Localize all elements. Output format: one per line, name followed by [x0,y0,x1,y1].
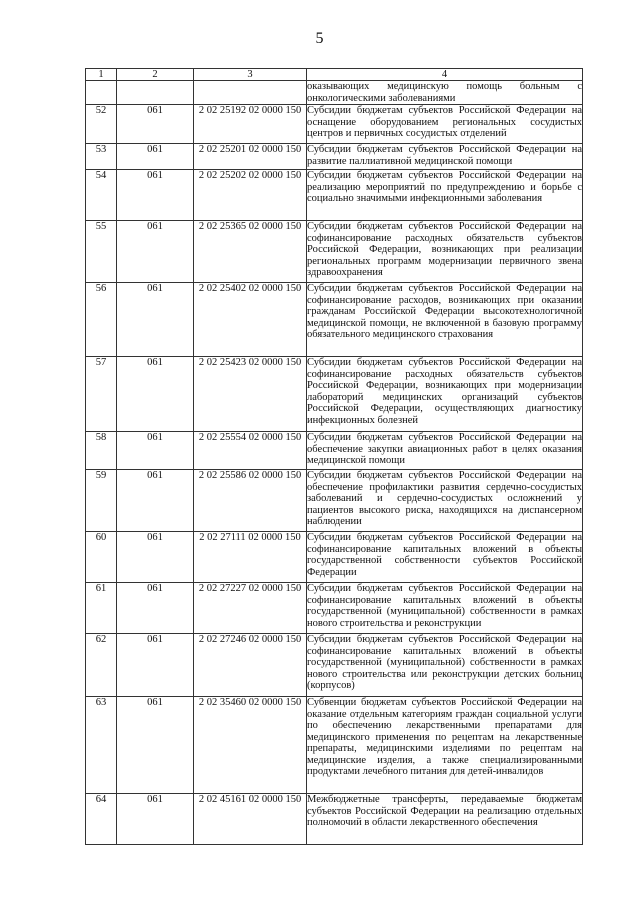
row-number-cell: 52 [86,105,117,144]
table-row [86,532,583,583]
kbk-code-cell: 2 02 25554 02 0000 150 [194,432,307,470]
table-row [86,634,583,697]
admin-code-cell: 061 [117,170,194,221]
description-cell: Субсидии бюджетам субъектов Российской Федерации на софинансирование капитальных вложений в объекты государственной (муниципальной) собственности в рамках нового строительства и реконструкции [307,583,583,634]
row-number-cell: 55 [86,221,117,283]
description-cell: Субсидии бюджетам субъектов Российской Федерации на оснащение оборудованием региональных сосудистых центров и первичных сосудистых отделений [307,105,583,144]
column-header: 4 [307,69,583,81]
table-row [86,105,583,144]
column-header: 2 [117,69,194,81]
row-number-cell: 57 [86,357,117,432]
kbk-code-cell: 2 02 27246 02 0000 150 [194,634,307,697]
description-cell: Субсидии бюджетам субъектов Российской Федерации на реализацию мероприятий по предупреждению и борьбе с социально значимыми инфекционными заболевания [307,170,583,221]
row-number-cell: 56 [86,283,117,357]
table-row [86,357,583,432]
description-cell: Межбюджетные трансферты, передаваемые бюджетам субъектов Российской Федерации на реализацию отдельных полномочий в области лекарственного обеспечения [307,794,583,845]
row-number-cell: 62 [86,634,117,697]
table-row [86,170,583,221]
kbk-code-cell [194,81,307,105]
row-number-cell: 54 [86,170,117,221]
kbk-code-cell: 2 02 25586 02 0000 150 [194,470,307,532]
admin-code-cell: 061 [117,794,194,845]
kbk-code-cell: 2 02 27227 02 0000 150 [194,583,307,634]
table-row-continuation [86,81,583,105]
description-cell: оказывающих медицинскую помощь больным с онкологическими заболеваниями [307,81,582,104]
kbk-code-cell: 2 02 25201 02 0000 150 [194,144,307,170]
admin-code-cell: 061 [117,221,194,283]
admin-code-cell: 061 [117,583,194,634]
kbk-code-cell: 2 02 25402 02 0000 150 [194,283,307,357]
table-row [86,583,583,634]
description-cell: Субсидии бюджетам субъектов Российской Федерации на софинансирование расходных обязательств субъектов Российской Федерации, возникающих при модернизации лабораторий медицинских организаций субъектов Российской Федерации, осуществляющих диагностику инфекционных болезней [307,357,583,432]
description-cell: Субсидии бюджетам субъектов Российской Федерации на софинансирование капитальных вложений в объекты государственной собственности субъектов Российской Федерации [307,532,583,583]
page-number: 5 [315,30,324,47]
description-cell: Субсидии бюджетам субъектов Российской Федерации на обеспечение профилактики развития сердечно-сосудистых заболеваний и сердечно-сосудистых осложнений у пациентов высокого риска, находящихся на диспансерном наблюдении [307,470,583,532]
admin-code-cell: 061 [117,634,194,697]
row-number-cell: 53 [86,144,117,170]
row-number-cell: 63 [86,697,117,794]
table-header-row [86,69,583,81]
admin-code-cell: 061 [117,432,194,470]
admin-code-cell: 061 [117,470,194,532]
table-row [86,432,583,470]
table-row [86,794,583,845]
row-number-cell: 64 [86,794,117,845]
description-cell: Субсидии бюджетам субъектов Российской Федерации на софинансирование расходных обязательств субъектов Российской Федерации, возникающих при реализации региональных программ модернизации первичного звена здравоохранения [307,221,583,283]
admin-code-cell: 061 [117,532,194,583]
table-row [86,697,583,794]
kbk-code-cell: 2 02 25365 02 0000 150 [194,221,307,283]
row-number-cell [86,81,117,105]
description-cell: Субсидии бюджетам субъектов Российской Федерации на софинансирование капитальных вложений в объекты государственной (муниципальной) собственности в рамках нового строительства или реконструкции детских больниц (корпусов) [307,634,583,697]
row-number-cell: 60 [86,532,117,583]
column-header: 3 [194,69,307,81]
column-header: 1 [86,69,117,81]
table-row [86,144,583,170]
row-number-cell: 61 [86,583,117,634]
admin-code-cell: 061 [117,697,194,794]
kbk-code-cell: 2 02 45161 02 0000 150 [194,794,307,845]
table-row [86,470,583,532]
table-row [86,283,583,357]
budget-codes-table [85,68,583,845]
row-number-cell: 58 [86,432,117,470]
description-cell: Субсидии бюджетам субъектов Российской Федерации на софинансирование расходов, возникающих при оказании гражданам Российской Федерации высокотехнологичной медицинской помощи, не включенной в базовую программу обязательного медицинского страхования [307,283,583,357]
admin-code-cell [117,81,194,105]
admin-code-cell: 061 [117,283,194,357]
description-cell: Субвенции бюджетам субъектов Российской Федерации на оказание отдельным категориям граждан социальной услуги по обеспечению лекарственными препаратами для медицинского применения по рецептам на лекарственные препараты, медицинскими изделиями по рецептам на медицинские изделия, а также специализированными продуктами лечебного питания для детей-инвалидов [307,697,583,794]
description-cell: Субсидии бюджетам субъектов Российской Федерации на развитие паллиативной медицинской помощи [307,144,583,170]
admin-code-cell: 061 [117,357,194,432]
kbk-code-cell: 2 02 27111 02 0000 150 [194,532,307,583]
admin-code-cell: 061 [117,105,194,144]
description-cell: Субсидии бюджетам субъектов Российской Федерации на обеспечение закупки авиационных работ в целях оказания медицинской помощи [307,432,583,470]
table-row [86,221,583,283]
kbk-code-cell: 2 02 25202 02 0000 150 [194,170,307,221]
row-number-cell: 59 [86,470,117,532]
kbk-code-cell: 2 02 35460 02 0000 150 [194,697,307,794]
admin-code-cell: 061 [117,144,194,170]
kbk-code-cell: 2 02 25423 02 0000 150 [194,357,307,432]
kbk-code-cell: 2 02 25192 02 0000 150 [194,105,307,144]
